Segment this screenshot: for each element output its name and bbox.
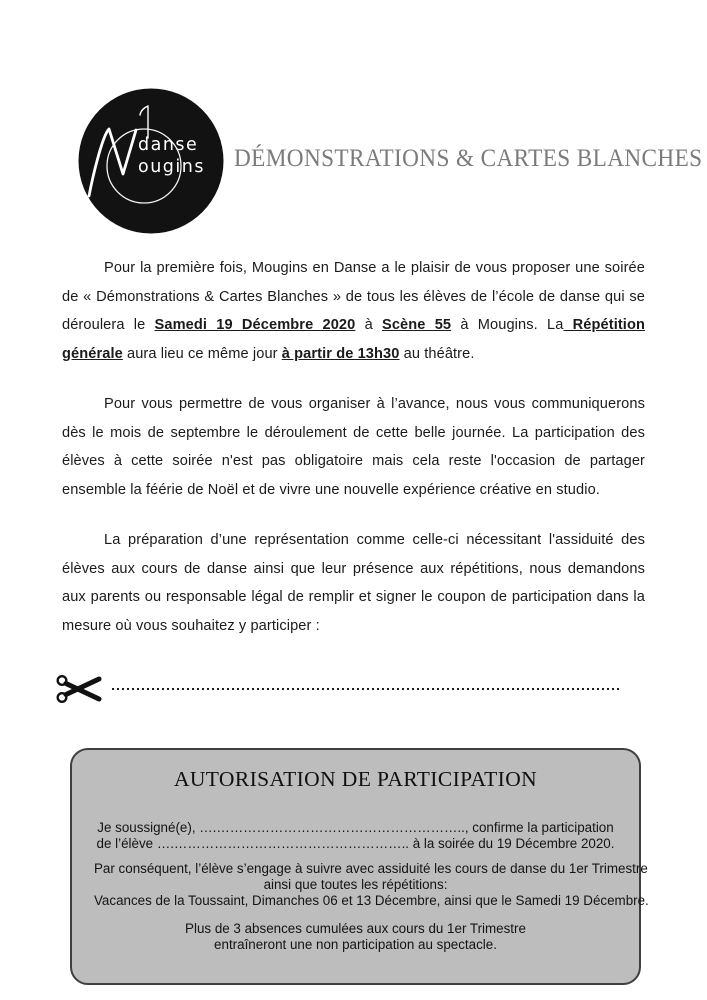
cut-here-line [56, 674, 645, 704]
intro-paragraph: Pour la première fois, Mougins en Danse a le plaisir de vous proposer une soirée de « Démonstrations & Cartes Blanches » de tous les élèves de l’école de danse qui se déroulera le Samedi 19 Décembre 2020 à Scène 55 à Mougins. La Répétition générale aura lieu ce même jour à partir de 13h30 au théâtre. [62, 260, 645, 362]
sign-line-2: de l’élève ….…………………………………………….. à la soirée du 19 Décembre 2020. [96, 835, 615, 851]
absence-line-2: entraîneront une non participation au spectacle. [214, 937, 497, 953]
logo-word-danse: danse [138, 135, 199, 155]
engagement-block [94, 860, 649, 909]
page-title: DÉMONSTRATIONS & CARTES BLANCHES [234, 145, 703, 172]
scissors-icon [56, 674, 102, 704]
absence-warning-block [94, 921, 617, 953]
header [78, 88, 703, 234]
coupon-title: AUTORISATION DE PARTICIPATION [173, 767, 538, 791]
dotted-cut-line [112, 688, 619, 690]
engage-line-1: Par conséquent, l’élève s’engage à suivre avec assiduité les cours de danse du 1er Trimestre [94, 860, 648, 876]
signature-block [94, 820, 617, 852]
authorization-coupon [70, 748, 649, 985]
mougins-danse-logo [78, 88, 224, 234]
organisation-paragraph: Pour vous permettre de vous organiser à l’avance, nous vous communiquerons dès le mois de septembre le déroulement de cette belle journée. La participation des élèves à cette soirée n'est pas obligatoire mais cela reste l'occasion de partager ensemble la féérie de Noël et de vivre une nouvelle expérience créative en studio. [62, 396, 645, 498]
engage-line-3: Vacances de la Toussaint, Dimanches 06 et 13 Décembre, ainsi que le Samedi 19 Décembre. [94, 892, 649, 908]
sign-line-1: Je soussigné(e), ….……………………………………………….., confirme la participation [97, 819, 614, 835]
preparation-paragraph: La préparation d’une représentation comme celle-ci nécessitant l'assiduité des élèves aux cours de danse ainsi que leur présence aux répétitions, nous demandons aux parents ou responsable légal de remplir et signer le coupon de participation dans la mesure où vous souhaitez y participer : [62, 532, 645, 634]
logo-word-ougins: ougins [138, 157, 205, 177]
engage-line-2: ainsi que toutes les répétitions: [263, 876, 448, 892]
absence-line-1: Plus de 3 absences cumulées aux cours du 1er Trimestre [185, 921, 526, 937]
